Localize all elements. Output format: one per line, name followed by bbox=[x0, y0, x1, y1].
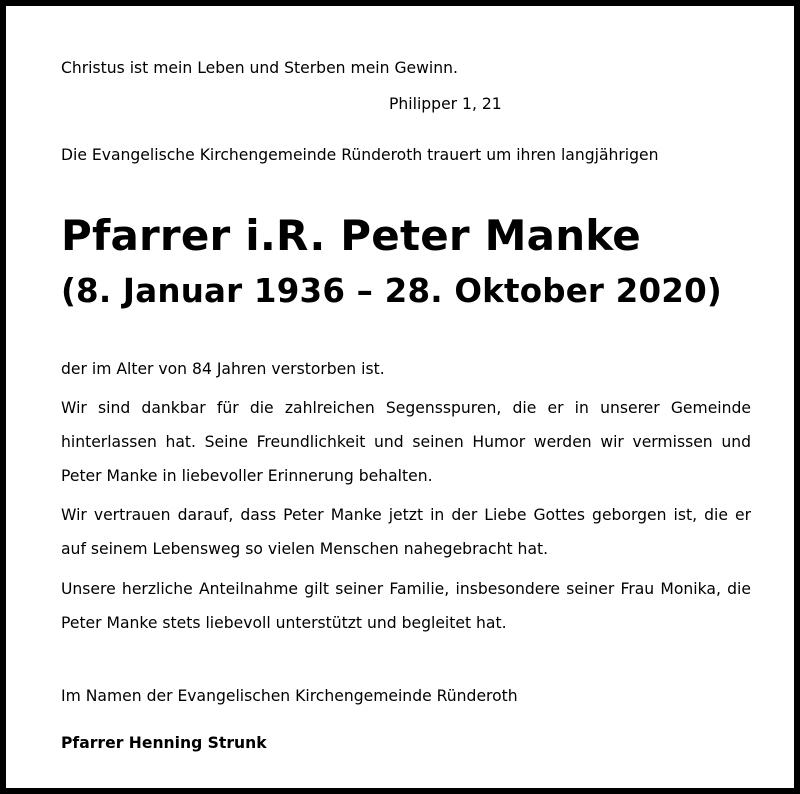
signature: Pfarrer Henning Strunk bbox=[61, 734, 267, 752]
age-line: der im Alter von 84 Jahren verstorben ist. bbox=[61, 360, 385, 378]
deceased-name: Pfarrer i.R. Peter Manke bbox=[61, 211, 641, 260]
closing-line: Im Namen der Evangelischen Kirchengemeinde Ründeroth bbox=[61, 687, 518, 705]
paragraph-line: Peter Manke stets liebevoll unterstützt und begleitet hat. bbox=[61, 614, 507, 632]
paragraph-line: Peter Manke in liebevoller Erinnerung behalten. bbox=[61, 467, 433, 485]
life-dates: (8. Januar 1936 – 28. Oktober 2020) bbox=[61, 272, 722, 310]
paragraph-line: Unsere herzliche Anteilnahme gilt seiner Familie, insbesondere seiner Frau Monika, die bbox=[61, 580, 751, 598]
verse-reference: Philipper 1, 21 bbox=[389, 95, 502, 113]
paragraph-line: auf seinem Lebensweg so vielen Menschen nahegebracht hat. bbox=[61, 540, 549, 558]
paragraph-line: Wir sind dankbar für die zahlreichen Segensspuren, die er in unserer Gemeinde bbox=[61, 399, 751, 417]
intro-line: Die Evangelische Kirchengemeinde Ründeroth trauert um ihren langjährigen bbox=[61, 146, 659, 164]
paragraph-line: hinterlassen hat. Seine Freundlichkeit und seinen Humor werden wir vermissen und bbox=[61, 433, 751, 451]
paragraph-line: Wir vertrauen darauf, dass Peter Manke jetzt in der Liebe Gottes geborgen ist, die er bbox=[61, 506, 751, 524]
bible-verse: Christus ist mein Leben und Sterben mein Gewinn. bbox=[61, 59, 458, 77]
